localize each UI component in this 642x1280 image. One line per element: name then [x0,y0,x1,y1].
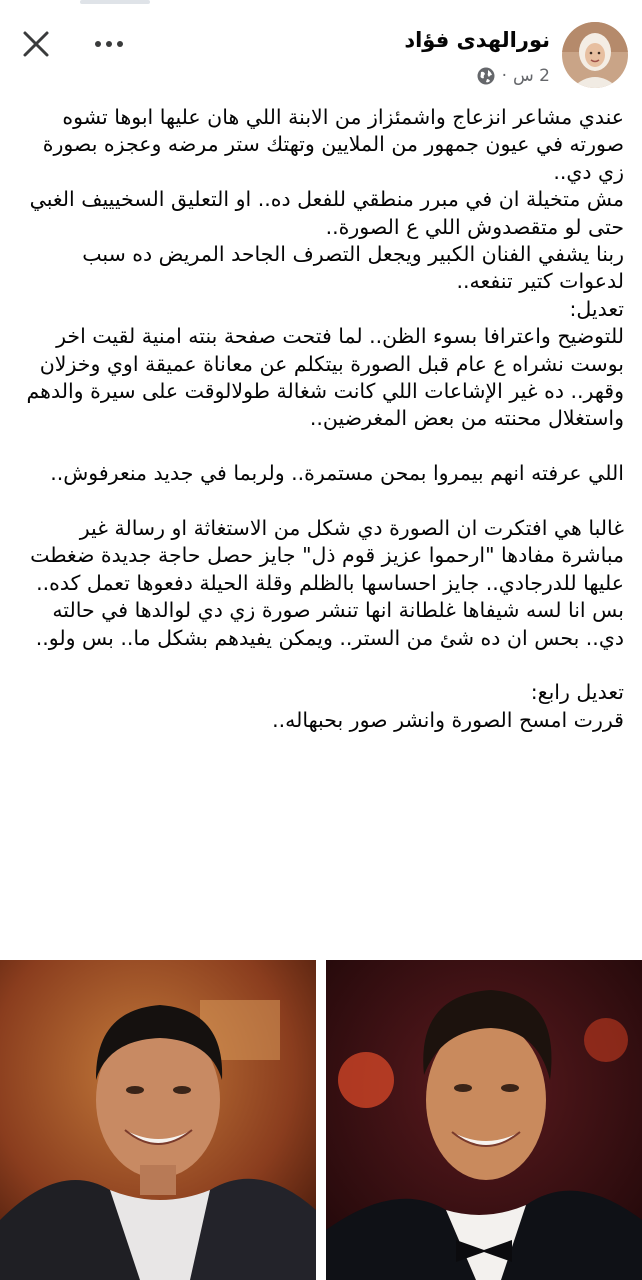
post-header [0,18,642,98]
post-paragraph: قررت امسح الصورة وانشر صور بحبهاله.. [272,707,624,732]
post-photo-left[interactable] [0,960,316,1280]
close-button[interactable] [16,24,56,64]
paragraph-gap [12,652,624,679]
top-edge-indicator [80,0,150,4]
post-time[interactable]: 2 س [513,66,550,86]
globe-icon [476,66,496,86]
post-text [12,104,624,734]
paragraph-gap [12,488,624,515]
author-name[interactable]: نورالهدى فؤاد [404,28,550,52]
post-paragraph: غالبا هي افتكرت ان الصورة دي شكل من الاستغاثة او رسالة غير مباشرة مفادها "ارحموا عزيز قوم ذل" جايز حصل حاجة جديدة ضغطت عليها للدرجادي.. جايز احساسها بالظلم وقلة الحيلة دفعوها تعمل كده.. [30,516,624,595]
post-paragraph: تعديل: [569,296,624,321]
author-avatar[interactable] [562,22,628,88]
more-options-button[interactable] [86,30,132,58]
post-paragraph: عندي مشاعر انزعاج واشمئزاز من الابنة اللي هان عليها ابوها تشوه صورته في عيون جمهور من الملايين وتهتك ستر مرضه وعجزه بصورة زي دي.. [42,105,624,184]
post-meta [476,66,550,86]
meta-separator: · [501,66,508,86]
paragraph-gap [12,433,624,460]
post-paragraph: مش متخيلة ان في مبرر منطقي للفعل ده.. او التعليق السخيييف الغبي حتى لو متقصدوش اللي ع الصورة.. [29,187,624,239]
post-paragraph: ربنا يشفي الفنان الكبير ويجعل التصرف الجاحد المريض ده سبب لدعوات كتير تنفعه.. [82,242,624,294]
post-paragraph: للتوضيح واعترافا بسوء الظن.. لما فتحت صفحة بنته امنية لقيت اخر بوست نشراه ع عام قبل الصورة بيتكلم عن معاناة عميقة اوي وخزلان وقهر.. ده غير الإشاعات اللي كانت شغالة طولالوقت على سيرة والدهم واستغلال محنته من بعض المغرضين.. [26,324,624,431]
close-icon [16,24,56,64]
post-paragraph: اللي عرفته انهم بيمروا بمحن مستمرة.. ولربما في جديد منعرفوش.. [50,461,624,486]
post-paragraph: بس انا لسه شيفاها غلطانة انها تنشر صورة زي دي لوالدها في حالته دي.. بحس ان ده شئ من الستر.. ويمكن يفيدهم بشكل ما.. بس ولو.. [35,598,624,650]
post-paragraph: تعديل رابع: [530,680,624,705]
more-options-icon [86,30,132,58]
post-photos [0,960,642,1280]
post-photo-right[interactable] [326,960,642,1280]
